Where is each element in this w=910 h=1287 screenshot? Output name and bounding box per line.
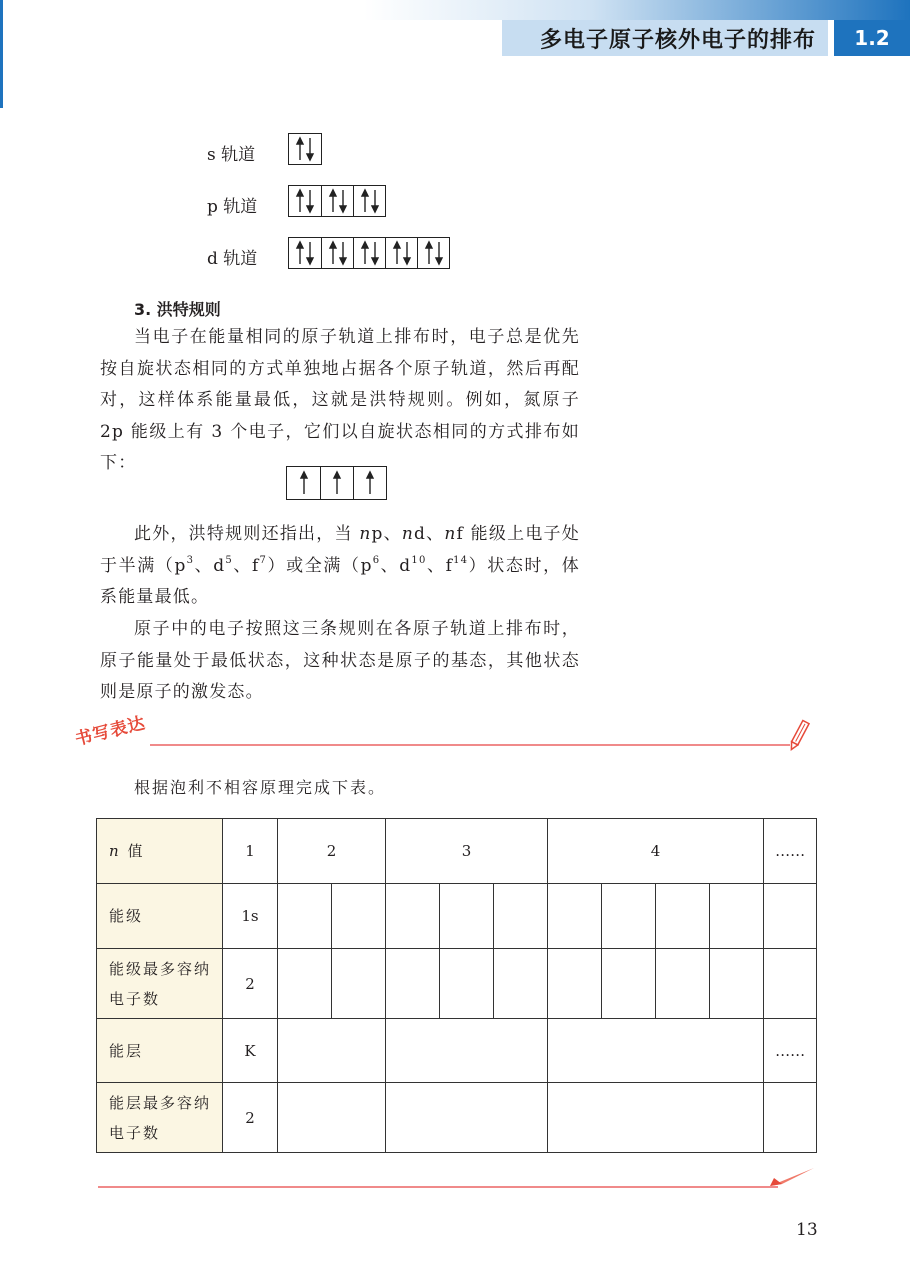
- paragraph-ground-state: [100, 614, 580, 709]
- arrow-icon: [768, 1160, 816, 1194]
- paired-electrons-icon: [391, 240, 413, 266]
- blank-cell[interactable]: [278, 949, 332, 1019]
- s-orbital-label: s 轨道: [207, 145, 256, 165]
- blank-cell[interactable]: [494, 884, 548, 949]
- blank-cell[interactable]: [764, 884, 817, 949]
- row-label-n-value: n 值: [97, 819, 223, 884]
- orbital-box: [289, 186, 321, 216]
- orbital-box: [289, 134, 321, 164]
- blank-cell[interactable]: [548, 1019, 764, 1083]
- energy-level-cell: 1s: [223, 884, 278, 949]
- orbital-box: [321, 186, 353, 216]
- level-capacity-cell: 2: [223, 949, 278, 1019]
- paired-electrons-icon: [294, 136, 316, 162]
- paired-electrons-icon: [327, 188, 349, 214]
- shell-cell: K: [223, 1019, 278, 1083]
- up-electron-icon: [297, 470, 311, 496]
- orbital-box: [353, 186, 385, 216]
- banner-divider: [150, 744, 790, 746]
- blank-cell[interactable]: [764, 1083, 817, 1153]
- section-heading: 3. 洪特规则: [134, 300, 221, 319]
- table-row-level-capacity: [97, 949, 817, 1019]
- paragraph-half-full: [100, 519, 580, 614]
- n-value-cell: 1: [223, 819, 278, 884]
- orbital-box: [321, 238, 353, 268]
- blank-cell[interactable]: [278, 1019, 386, 1083]
- pencil-icon: [786, 718, 810, 758]
- orbital-box: [353, 467, 386, 499]
- up-electron-icon: [330, 470, 344, 496]
- table-row-n-value: [97, 819, 817, 884]
- blank-cell[interactable]: [764, 949, 817, 1019]
- s-orbital-diagram: [288, 133, 322, 165]
- blank-cell[interactable]: [710, 884, 764, 949]
- p-orbital-label: p 轨道: [207, 197, 258, 217]
- blank-cell[interactable]: [278, 1083, 386, 1153]
- row-label-shell: 能层: [97, 1019, 223, 1083]
- d-orbital-diagram: [288, 237, 450, 269]
- orbital-box: [320, 467, 353, 499]
- paired-electrons-icon: [359, 188, 381, 214]
- table-row-shell-capacity: [97, 1083, 817, 1153]
- task-instruction: 根据泡利不相容原理完成下表。: [134, 778, 387, 797]
- orbital-box: [385, 238, 417, 268]
- blank-cell[interactable]: [440, 949, 494, 1019]
- blank-cell[interactable]: [332, 949, 386, 1019]
- paired-electrons-icon: [327, 240, 349, 266]
- blank-cell[interactable]: [656, 884, 710, 949]
- blank-cell[interactable]: [440, 884, 494, 949]
- blank-cell[interactable]: [602, 884, 656, 949]
- blank-cell[interactable]: [386, 1019, 548, 1083]
- blank-cell[interactable]: [386, 949, 440, 1019]
- row-label-energy-level: 能级: [97, 884, 223, 949]
- page-number: 13: [796, 1220, 818, 1240]
- blank-cell[interactable]: [332, 884, 386, 949]
- blank-cell[interactable]: [386, 1083, 548, 1153]
- orbital-box: [417, 238, 449, 268]
- orbital-box: [287, 467, 320, 499]
- blank-cell[interactable]: [602, 949, 656, 1019]
- p-orbital-diagram: [288, 185, 386, 217]
- table-row-energy-level: [97, 884, 817, 949]
- pauli-table: [96, 818, 816, 1152]
- shell-ellipsis-cell: ……: [764, 1019, 817, 1083]
- section-number: 1.2: [834, 20, 910, 56]
- orbital-box: [289, 238, 321, 268]
- blank-cell[interactable]: [710, 949, 764, 1019]
- row-label-level-capacity: 能级最多容纳电子数: [97, 949, 223, 1019]
- hund-example-diagram: [286, 466, 387, 500]
- blank-cell[interactable]: [548, 884, 602, 949]
- paired-electrons-icon: [423, 240, 445, 266]
- blank-cell[interactable]: [278, 884, 332, 949]
- half-full-text: 此外，洪特规则还指出，当 np、nd、nf 能级上电子处于半满（$p^3$、$d^5$、$f^7$）或全满（$p^6$、$d^{10}$、$f^{14}$）状态时，体系能量最低。: [100, 524, 580, 607]
- paired-electrons-icon: [294, 188, 316, 214]
- header-left-rule: [0, 0, 3, 108]
- header-gradient-band: [0, 0, 910, 20]
- bottom-divider: [98, 1186, 778, 1188]
- hund-rule-text: 当电子在能量相同的原子轨道上排布时，电子总是优先按自旋状态相同的方式单独地占据各个原子轨道，然后再配对，这样体系能量最低，这就是洪特规则。例如，氮原子 2p 能级上有 3 个电子，它们以自旋状态相同的方式排布如下：: [100, 327, 580, 473]
- writing-expression-label: 书写表达: [73, 713, 148, 750]
- blank-cell[interactable]: [548, 949, 602, 1019]
- paired-electrons-icon: [294, 240, 316, 266]
- row-label-shell-capacity: 能层最多容纳电子数: [97, 1083, 223, 1153]
- blank-cell[interactable]: [494, 949, 548, 1019]
- table-row-shell: [97, 1019, 817, 1083]
- paired-electrons-icon: [359, 240, 381, 266]
- ground-state-text: 原子中的电子按照这三条规则在各原子轨道上排布时，原子能量处于最低状态，这种状态是原子的基态，其他状态则是原子的激发态。: [100, 619, 580, 702]
- n-value-cell: 4: [548, 819, 764, 884]
- n-value-cell: ……: [764, 819, 817, 884]
- blank-cell[interactable]: [656, 949, 710, 1019]
- paragraph-hund-rule: [100, 322, 580, 480]
- orbital-box: [353, 238, 385, 268]
- d-orbital-label: d 轨道: [207, 249, 258, 269]
- chapter-title: 多电子原子核外电子的排布: [502, 20, 828, 56]
- blank-cell[interactable]: [548, 1083, 764, 1153]
- n-value-cell: 2: [278, 819, 386, 884]
- blank-cell[interactable]: [386, 884, 440, 949]
- up-electron-icon: [363, 470, 377, 496]
- shell-capacity-cell: 2: [223, 1083, 278, 1153]
- n-value-cell: 3: [386, 819, 548, 884]
